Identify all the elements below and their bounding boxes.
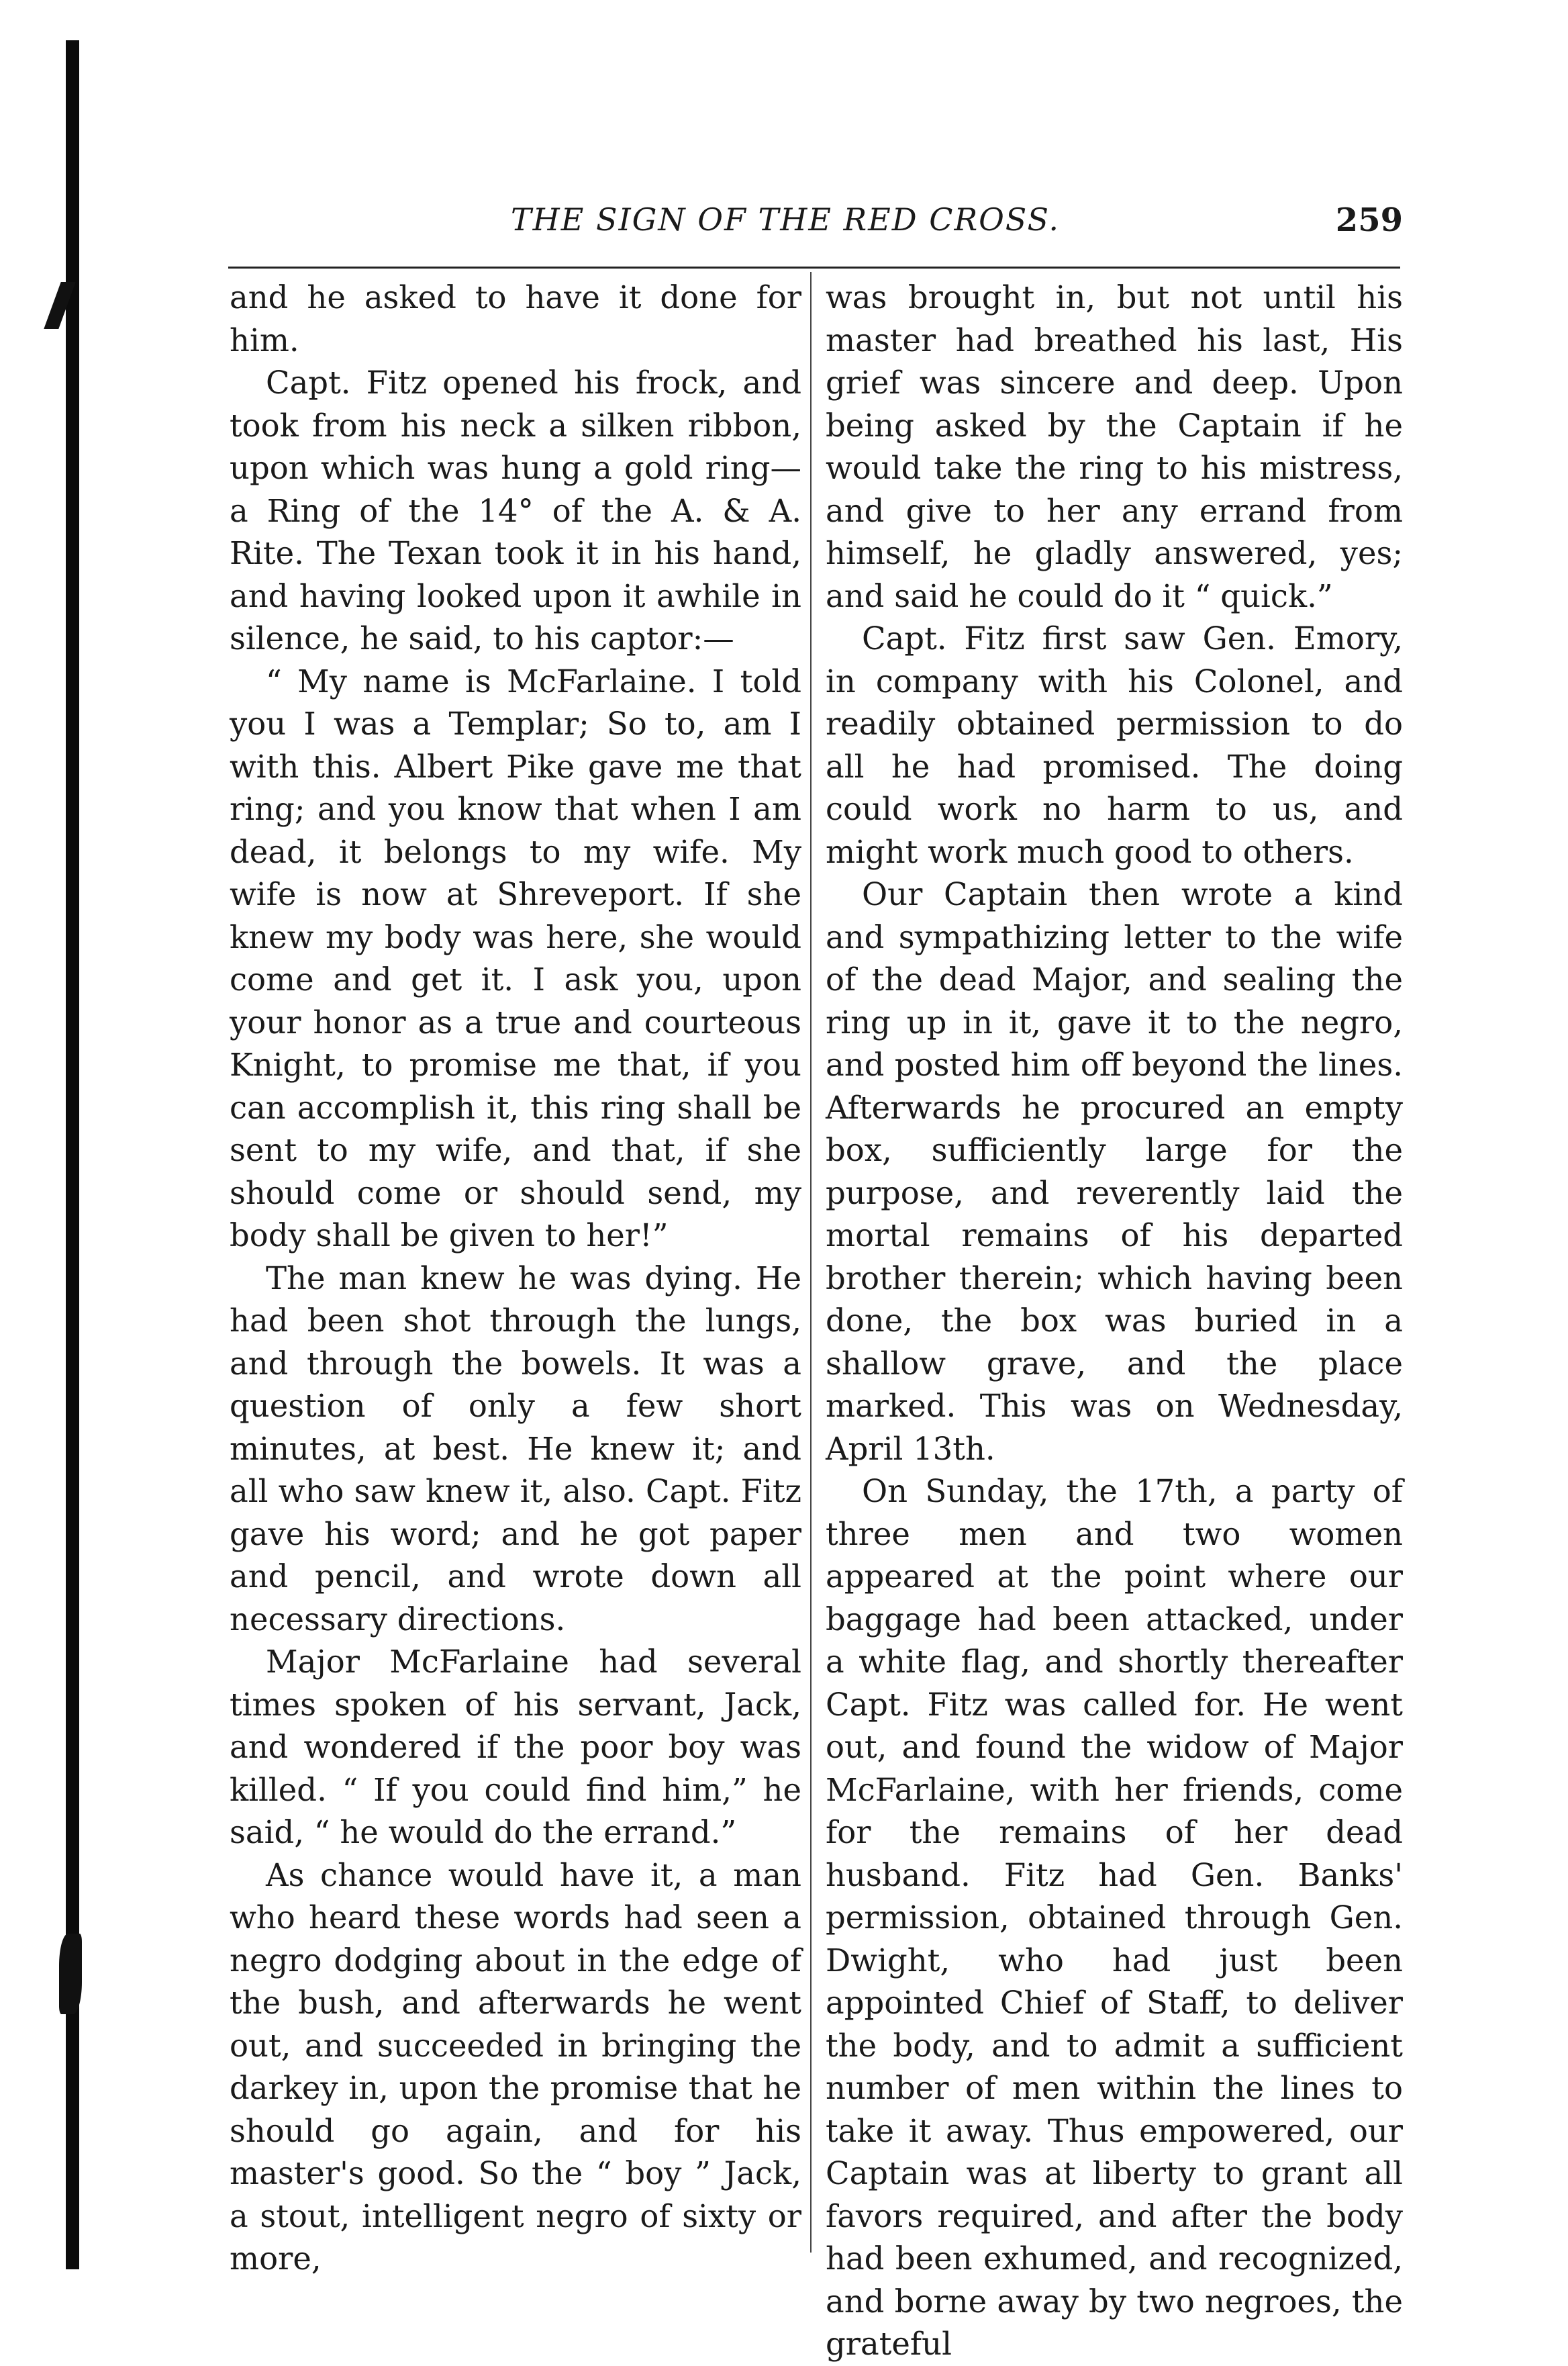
paragraph: Our Captain then wrote a kind and sympathizing letter to the wife of the dead Major, and sealing the ring up in it, gave it to the negro, and posted him off beyond the lines. Afterwards he procured an empty box, sufficiently large for the purpose, and reverently laid the mortal remains of his departed brother therein; which having been done, the box was buried in a shallow grave, and the place marked. This was on Wednesday, April 13th.: [826, 876, 1403, 1467]
paragraph: and he asked to have it done for him.: [230, 279, 801, 359]
paragraph: On Sunday, the 17th, a party of three men and two women appeared at the point where our baggage had been attacked, under a white flag, and shortly thereafter Capt. Fitz was called for. He went out, and found the widow of Major McFarlaine, with her friends, come for the remains of her dead husband. Fitz had Gen. Banks' permission, obtained through Gen. Dwight, who had just been appointed Chief of Staff, to deliver the body, and to admit a sufficient number of men within the lines to take it away. Thus empowered, our Captain was at liberty to grant all favors required, and after the body had been exhumed, and recognized, and borne away by two negroes, the grateful: [826, 1473, 1403, 2362]
page-header: [228, 201, 1403, 248]
paragraph: Capt. Fitz opened his frock, and took from his neck a silken ribbon, upon which was hung a gold ring— a Ring of the 14° of the A. & A. Rite. The Texan took it in his hand, and having looked upon it awhile in silence, he said, to his captor:—: [230, 365, 801, 657]
paragraph: As chance would have it, a man who heard these words had seen a negro dodging about in the edge of the bush, and afterwards he went out, and succeeded in bringing the darkey in, upon the promise that he should go again, and for his master's good. So the “ boy ” Jack, a stout, intelligent negro of sixty or more,: [230, 1856, 801, 2277]
page-number: 259: [1335, 201, 1403, 239]
paragraph: was brought in, but not until his master had breathed his last, His grief was sincere and deep. Upon being asked by the Captain if he would take the ring to his mistress, and give to her any errand from himself, he gladly answered, yes; and said he could do it “ quick.”: [826, 279, 1403, 614]
right-column: [826, 277, 1403, 2362]
column-divider: [810, 272, 812, 2253]
paragraph: Capt. Fitz first saw Gen. Emory, in company with his Colonel, and readily obtained permission to do all he had promised. The doing could work no harm to us, and might work much good to others.: [826, 620, 1403, 870]
paragraph: Major McFarlaine had several times spoken of his servant, Jack, and wondered if the poor boy was killed. “ If you could find him,” he said, “ he would do the errand.”: [230, 1644, 801, 1850]
header-rule: [228, 267, 1400, 269]
left-column: [230, 277, 801, 2277]
paragraph: “ My name is McFarlaine. I told you I was a Templar; So to, am I with this. Albert Pike gave me that ring; and you know that when I am dead, it belongs to my wife. My wife is now at Shreveport. If she knew my body was here, she would come and get it. I ask you, upon your honor as a true and courteous Knight, to promise me that, if you can accomplish it, this ring shall be sent to my wife, and that, if she should come or should send, my body shall be given to her!”: [230, 663, 801, 1253]
running-title: THE SIGN OF THE RED CROSS.: [510, 201, 1060, 238]
paragraph: The man knew he was dying. He had been shot through the lungs, and through the bowels. It was a question of only a few short minutes, at best. He knew it; and all who saw knew it, also. Capt. Fitz gave his word; and he got paper and pencil, and wrote down all necessary directions.: [230, 1260, 801, 1638]
margin-mark: [59, 1934, 82, 2014]
